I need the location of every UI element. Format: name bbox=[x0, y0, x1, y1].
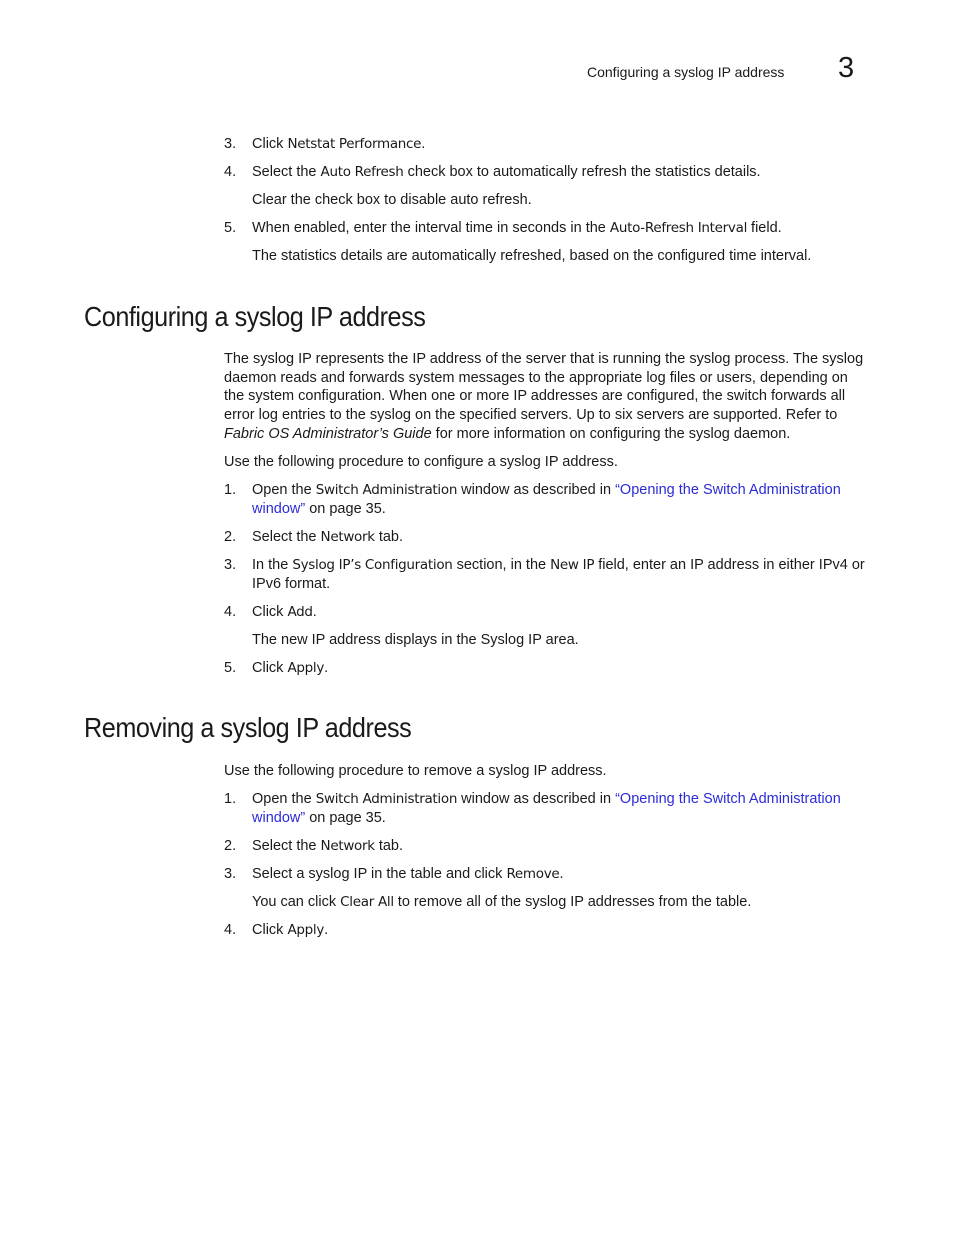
step-text: Click Apply. bbox=[252, 922, 329, 938]
step-number: 1. bbox=[224, 482, 237, 498]
step-number: 4. bbox=[224, 922, 237, 938]
step-text: Select the Auto Refresh check box to automatically refresh the statistics details. bbox=[252, 164, 761, 180]
step-number: 3. bbox=[224, 557, 237, 573]
configure-procedure-intro: Use the following procedure to configure a syslog IP address. bbox=[224, 454, 618, 470]
step-number: 4. bbox=[224, 604, 237, 620]
step-number: 3. bbox=[224, 866, 237, 882]
step-number: 5. bbox=[224, 220, 237, 236]
guide-title: Fabric OS Administrator’s Guide bbox=[224, 425, 432, 442]
step-number: 2. bbox=[224, 838, 237, 854]
section-heading-remove: Removing a syslog IP address bbox=[84, 712, 412, 743]
running-header-title: Configuring a syslog IP address bbox=[587, 64, 785, 80]
step-number: 5. bbox=[224, 660, 237, 676]
step-text: Select the Network tab. bbox=[252, 529, 404, 545]
step-text: In the Syslog IP’s Configuration section, in the New IP field, enter an IP address in either IPv4 or IPv6 format. bbox=[252, 557, 865, 592]
step-5-note: The statistics details are automatically refreshed, based on the configured time interval. bbox=[252, 248, 812, 264]
step-text: Select the Network tab. bbox=[252, 838, 404, 854]
cross-reference-link[interactable]: “Opening the Switch Administration window” bbox=[252, 791, 841, 826]
ui-label: Switch Administration bbox=[315, 791, 458, 807]
step-number: 1. bbox=[224, 791, 237, 807]
step-number: 4. bbox=[224, 164, 237, 180]
step-text: Select a syslog IP in the table and click Remove. bbox=[252, 866, 564, 882]
ui-label: Auto Refresh bbox=[320, 164, 404, 180]
ui-label: Network bbox=[320, 529, 375, 545]
cross-reference-link[interactable]: “Opening the Switch Administration window” bbox=[252, 482, 841, 517]
step-text: Open the Switch Administration window as described in “Opening the Switch Administration window” on page 35. bbox=[252, 482, 841, 517]
section-heading-configure: Configuring a syslog IP address bbox=[84, 301, 426, 332]
step-text: Click Apply. bbox=[252, 660, 329, 676]
ui-label: Remove bbox=[506, 866, 560, 882]
ui-label: Apply bbox=[287, 660, 325, 676]
ui-label: Netstat Performance bbox=[287, 136, 422, 152]
ui-label: Network bbox=[320, 838, 375, 854]
step-text: Click Add. bbox=[252, 604, 317, 620]
remove-step-3-note: You can click Clear All to remove all of the syslog IP addresses from the table. bbox=[252, 894, 752, 910]
remove-procedure-intro: Use the following procedure to remove a syslog IP address. bbox=[224, 763, 607, 779]
step-4-note: Clear the check box to disable auto refresh. bbox=[252, 192, 532, 208]
ui-label: Switch Administration bbox=[315, 482, 458, 498]
step-number: 3. bbox=[224, 136, 237, 152]
configure-step-4-note: The new IP address displays in the Syslog IP area. bbox=[252, 632, 579, 648]
ui-label: Auto-Refresh Interval bbox=[609, 220, 748, 236]
step-text: Click Netstat Performance. bbox=[252, 136, 426, 152]
configure-intro-paragraph: The syslog IP represents the IP address of the server that is running the syslog process. The syslog daemon reads and forwards system messages to the appropriate log files or users, depending on the system configuration. When one or more IP addresses are configured, the switch forwards all error log entries to the syslog on the specified servers. Up to six servers are supported. Refer to Fabric OS Administrator’s Guide for more information on configuring the syslog daemon. bbox=[224, 351, 864, 442]
ui-label: Add bbox=[287, 604, 313, 620]
step-number: 2. bbox=[224, 529, 237, 545]
chapter-number: 3 bbox=[838, 52, 855, 84]
step-text: When enabled, enter the interval time in seconds in the Auto-Refresh Interval field. bbox=[252, 220, 782, 236]
ui-label: New IP bbox=[550, 557, 595, 573]
ui-label: Syslog IP’s Configuration bbox=[292, 557, 453, 573]
ui-label: Clear All bbox=[340, 894, 394, 910]
step-text: Open the Switch Administration window as described in “Opening the Switch Administration window” on page 35. bbox=[252, 791, 841, 826]
ui-label: Apply bbox=[287, 922, 325, 938]
